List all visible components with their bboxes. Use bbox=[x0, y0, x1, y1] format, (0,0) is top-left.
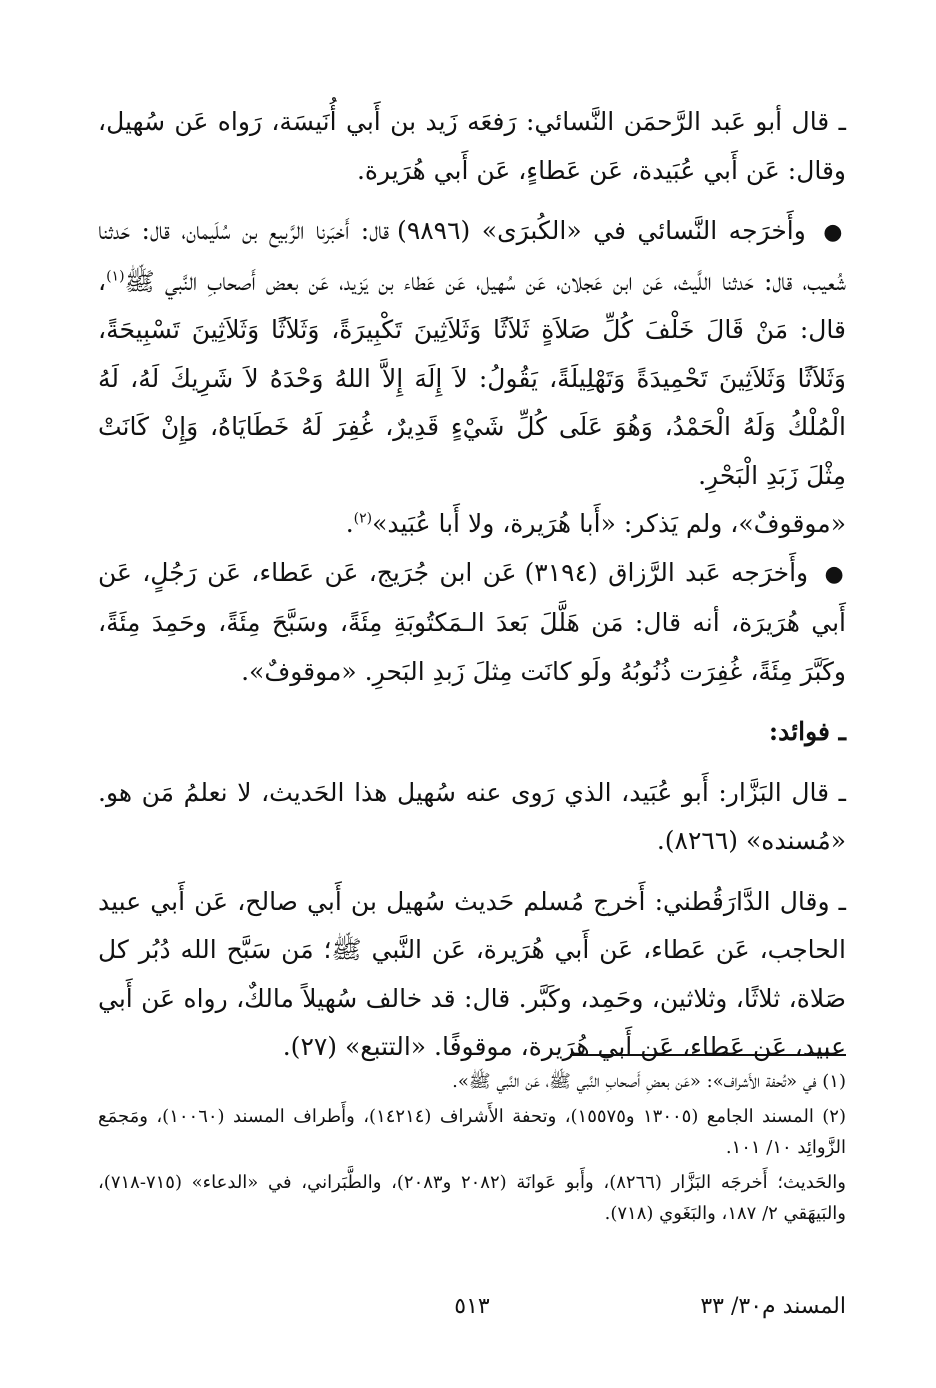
benefits-heading: ـ فوائد: bbox=[768, 717, 846, 746]
kubra-hadith-text-before-note: وأَخرَجه النَّسائي في «الكُبرَى» (٩٨٩٦) قال: أَخبَرنا الرَّبيع بن سُلَيمان، قال: حَدثنا شُعيب، قال: حَدثنا اللَّيث، عَن ابن عَجلان، عَن سُهيل، عَن عَطاء بن يَزيد، عَن بعض أَصحابِ النَّبي ﷺ bbox=[98, 216, 846, 296]
bullet-icon: ● bbox=[824, 561, 846, 587]
footnote-reference-1[interactable]: (١) bbox=[106, 268, 125, 285]
footnote-1: (١) في «تُحفة الأَشراف»: «عَن بعضِ أَصحابِ النَّبي ﷺ، عَن النَّبي ﷺ». bbox=[452, 1071, 846, 1092]
abdulrazzaq-paragraph bbox=[98, 549, 846, 697]
footnote-divider bbox=[570, 1054, 846, 1056]
volume-signature: المسند م٣٠/ ٣٣ bbox=[700, 1294, 846, 1319]
mawquf-text-after-note: . bbox=[345, 509, 354, 538]
nasai-statement-paragraph bbox=[98, 98, 846, 195]
bazzar-text: ـ قال البَزَّار: أَبو عُبَيد، الذي رَوى عنه سُهيل هذا الحَديث، لا نعلمُ مَن هو. «مُسنده» (٨٢٦٦). bbox=[98, 777, 846, 855]
kubra-hadith-paragraph bbox=[98, 207, 846, 500]
mawquf-paragraph bbox=[98, 500, 846, 549]
abdulrazzaq-text: وأَخرَجه عَبد الرَّزاق (٣١٩٤) عَن ابن جُرَيج، عَن عَطاء، عَن رَجُلٍ، عَن أَبي هُرَيرَة، أنه قال: مَن هَلَّلَ بَعدَ الـمَكتُوبَةِ مِئَةً، وسَبَّحَ مِئَةً، وحَمِدَ مِئَةً، وكَبَّرَ مِئَةً، غُفِرَت ذُنُوبُهُ ولَو كانَت مِثلَ زَبدِ البَحرِ. «موقوفٌ». bbox=[98, 557, 846, 686]
footnotes bbox=[98, 1054, 846, 1229]
page-footer bbox=[98, 1290, 846, 1324]
footnote-2-continuation: والحَديث؛ أَخرجَه البَزَّار (٨٢٦٦)، وأَبو عَوانَة (٢٠٨٢ و٢٠٨٣)، والطَّبَراني، في «الدعاء» (٧١٥-٧١٨)، والبَيهَقي ٢/ ١٨٧، والبَغَوي (٧١٨). bbox=[98, 1172, 846, 1224]
mawquf-text-before-note: «موقوفٌ»، ولم يَذكر: «أَبا هُرَيرة، ولا أَبا عُبَيد» bbox=[372, 509, 846, 538]
nasai-statement-text: ـ قال أبو عَبد الرَّحمَن النَّسائي: رَفعَه زَيد بن أَبي أُنَيسَة، رَواه عَن سُهيل، وقال: عَن أَبي عُبَيدة، عَن عَطاءٍ، عَن أَبي هُرَيرة. bbox=[98, 107, 846, 185]
daraqutni-paragraph bbox=[98, 878, 846, 1072]
bazzar-paragraph bbox=[98, 769, 846, 866]
daraqutni-text: ـ وقال الدَّارَقُطني: أَخرج مُسلم حَديث سُهيل بن أَبي صالح، عَن أَبي عبيد الحاجب، عَن عَطاء، عَن أَبي هُرَيرة، عَن النَّبي ﷺ؛ مَن سَبَّح الله دُبُر كل صَلاة، ثلاثًا، وثلاثين، وحَمِد، وكَبَّر. قال: قد خالف سُهيلاً مالكٌ، رواه عَن أَبي عبيد، عَن عَطاء، عَن أَبي هُرَيرة، موقوفًا. «التتبع» (٢٧). bbox=[98, 886, 846, 1061]
footnote-reference-2[interactable]: (٢) bbox=[353, 510, 373, 527]
book-page bbox=[98, 98, 847, 1319]
footnote-2: (٢) المسند الجامع (١٣٠٠٥ و١٥٥٧٥)، وتحفة الأَشراف (١٤٢١٤)، وأَطراف المسند (١٠٠٦٠)، ومَجمَع الزَّوائِد ١٠/ ١٠١. bbox=[98, 1106, 846, 1158]
kubra-hadith-text-after-note: ، قال: مَنْ قَالَ خَلْفَ كُلِّ صَلاَةٍ ثَلاَثًا وَثَلاَثِينَ تَكْبِيرَةً، وَثَلاَثًا وَثَلاَثِينَ تَسْبِيحَةً، وَثَلاَثًا وَثَلاَثِينَ تَحْمِيدَةً وَتَهْلِيلَةً، يَقُولُ: لاَ إِلَهَ إِلاَّ اللهُ وَحْدَهُ لاَ شَرِيكَ لَهُ، لَهُ الْمُلْكُ وَلَهُ الْحَمْدُ، وَهُوَ عَلَى كُلِّ شَيْءٍ قَدِيرٌ، غُفِرَ لَهُ خَطَايَاهُ، وَإِنْ كَانَتْ مِثْلَ زَبَدِ الْبَحْرِ. bbox=[98, 266, 846, 490]
bullet-icon: ● bbox=[823, 220, 847, 245]
page-number: ٥١٣ bbox=[454, 1294, 490, 1319]
main-text bbox=[98, 98, 846, 1072]
